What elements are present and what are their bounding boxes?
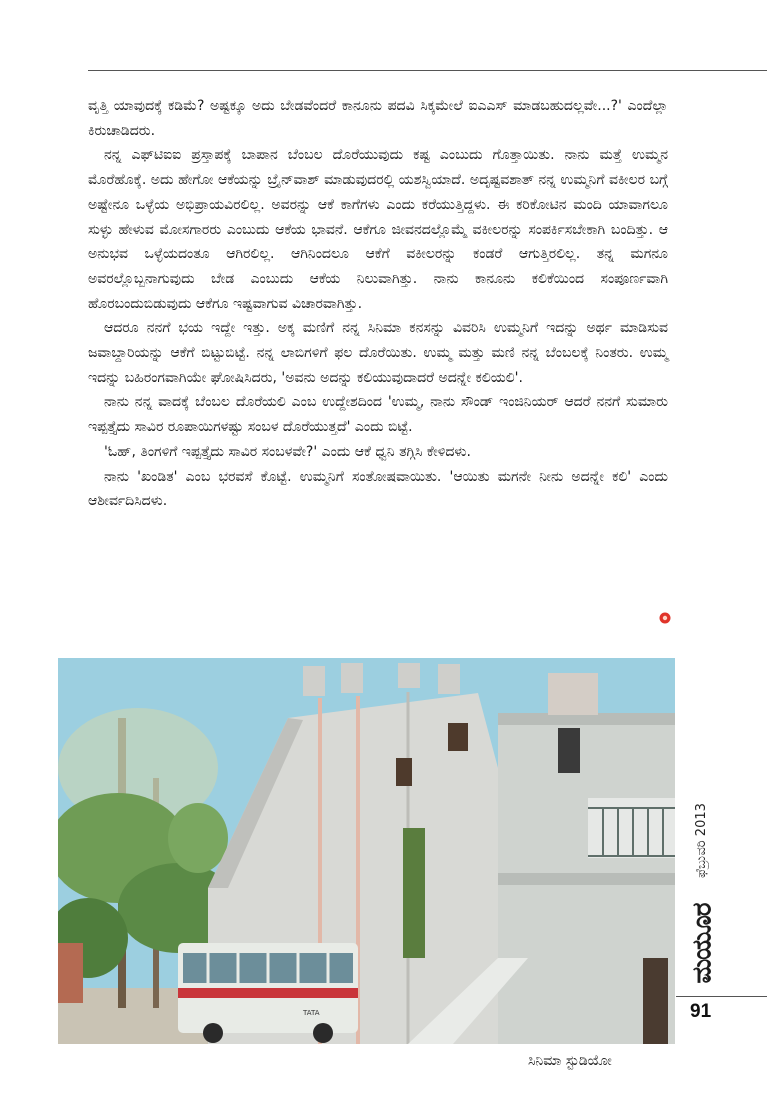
- article-paragraph: ನಾನು ನನ್ನ ವಾದಕ್ಕೆ ಬೆಂಬಲ ದೊರೆಯಲಿ ಎಂಬ ಉದ್ದೇಶದಿಂದ 'ಉಮ್ಮ, ನಾನು ಸೌಂಡ್ ಇಂಜಿನಿಯರ್ ಆದರೆ ನನಗೆ ಸುಮಾರು ಇಪ್ಪತ್ತೈದು ಸಾವಿರ ರೂಪಾಯಿಗಳಷ್ಟು ಸಂಬಳ ದೊರೆಯುತ್ತದೆ' ಎಂದು ಬಿಟ್ಟೆ.: [88, 394, 668, 436]
- article-paragraph: 'ಓಹ್, ತಿಂಗಳಿಗೆ ಇಪ್ಪತ್ತೈದು ಸಾವಿರ ಸಂಬಳವೇ?' ಎಂದು ಆಕೆ ಧ್ವನಿ ತಗ್ಗಿಸಿ ಕೇಳಿದಳು.: [104, 443, 471, 460]
- bus-plate-text: TATA: [303, 1009, 320, 1017]
- magazine-logo-text: ಮಯೂರ: [687, 903, 718, 983]
- studio-photo: [58, 658, 675, 1044]
- article-paragraph: ನಾನು 'ಖಂಡಿತ' ಎಂಬ ಭರವಸೆ ಕೊಟ್ಟೆ. ಉಮ್ಮನಿಗೆ ಸಂತೋಷವಾಯಿತು. 'ಆಯಿತು ಮಗನೇ ನೀನು ಅದನ್ನೇ ಕಲಿ' ಎಂದು ಆಶೀರ್ವದಿಸಿದಳು.: [88, 468, 668, 510]
- end-of-article-flower-icon: [659, 609, 671, 621]
- page-number: 91: [690, 1001, 712, 1022]
- magazine-logo: [686, 900, 720, 986]
- article-paragraph: ವೃತ್ತಿ ಯಾವುದಕ್ಕೆ ಕಡಿಮೆ? ಅಷ್ಟಕ್ಕೂ ಅದು ಬೇಡವೆಂದರೆ ಕಾನೂನು ಪದವಿ ಸಿಕ್ಕಮೇಲೆ ಐಎಎಸ್ ಮಾಡಬಹುದಲ್ಲವೇ...?' ಎಂದೆಲ್ಲಾ ಕಿರುಚಾಡಿದರು.: [88, 98, 668, 139]
- article-paragraph: ನನ್ನ ಎಫ್‌ಟಿಐಐ ಪ್ರಸ್ತಾಪಕ್ಕೆ ಬಾಪಾನ ಬೆಂಬಲ ದೊರೆಯುವುದು ಕಷ್ಟ ಎಂಬುದು ಗೊತ್ತಾಯಿತು. ನಾನು ಮತ್ತೆ ಉಮ್ಮನ ಮೊರೆಹೊಕ್ಕೆ. ಅದು ಹೇಗೋ ಆಕೆಯನ್ನು ಬ್ರೈನ್‌ವಾಶ್ ಮಾಡುವುದರಲ್ಲಿ ಯಶಸ್ವಿಯಾದೆ. ಅದೃಷ್ಟವಶಾತ್ ನನ್ನ ಉಮ್ಮನಿಗೆ ವಕೀಲರ ಬಗ್ಗೆ ಅಷ್ಟೇನೂ ಒಳ್ಳೆಯ ಅಭಿಪ್ರಾಯವಿರಲಿಲ್ಲ. ಅವರನ್ನು ಆಕೆ ಕಾಗೆಗಳು ಎಂದು ಕರೆಯುತ್ತಿದ್ದಳು. ಈ ಕರಿಕೋಟಿನ ಮಂದಿ ಯಾವಾಗಲೂ ಸುಳ್ಳು ಹೇಳುವ ಮೋಸಗಾರರು ಎಂಬುದು ಆಕೆಯ ಭಾವನೆ. ಆಕೆಗೂ ಜೀವನದಲ್ಲೊಮ್ಮೆ ವಕೀಲರನ್ನು ಸಂಪರ್ಕಿಸಬೇಕಾಗಿ ಬಂದಿತ್ತು. ಆ ಅನುಭವ ಒಳ್ಳೆಯದಂತೂ ಆಗಿರಲಿಲ್ಲ. ಆಗಿನಿಂದಲೂ ಆಕೆಗೆ ವಕೀಲರನ್ನು ಕಂಡರೆ ಆಗುತ್ತಿರಲಿಲ್ಲ. ತನ್ನ ಮಗನೂ ಅವರಲ್ಲೊಬ್ಬನಾಗುವುದು ಬೇಡ ಎಂಬುದು ಆಕೆಯ ನಿಲುವಾಗಿತ್ತು. ನಾನು ಕಾನೂನು ಕಲಿಕೆಯಿಂದ ಸಂಪೂರ್ಣವಾಗಿ ಹೊರಬಂದುಬಿಡುವುದು ಆಕೆಗೂ ಇಷ್ಟವಾಗುವ ವಿಚಾರವಾಗಿತ್ತು.: [88, 147, 668, 312]
- issue-date-text: ಫೆಬ್ರುವರಿ 2013: [693, 802, 709, 878]
- article-body: [88, 94, 668, 514]
- article-paragraph: ಆದರೂ ನನಗೆ ಭಯ ಇದ್ದೇ ಇತ್ತು. ಅಕ್ಕ ಮಣಿಗೆ ನನ್ನ ಸಿನಿಮಾ ಕನಸನ್ನು ವಿವರಿಸಿ ಉಮ್ಮನಿಗೆ ಇದನ್ನು ಅರ್ಥ ಮಾಡಿಸುವ ಜವಾಬ್ದಾರಿಯನ್ನು ಆಕೆಗೆ ಬಿಟ್ಟುಬಿಟ್ಟೆ. ನನ್ನ ಲಾಬಿಗಳಿಗೆ ಫಲ ದೊರೆಯಿತು. ಉಮ್ಮ ಮತ್ತು ಮಣಿ ನನ್ನ ಬೆಂಬಲಕ್ಕೆ ನಿಂತರು. ಉಮ್ಮ ಇದನ್ನು ಬಹಿರಂಗವಾಗಿಯೇ ಘೋಷಿಸಿದರು, 'ಅವನು ಅದನ್ನು ಕಲಿಯುವುದಾದರೆ ಅದನ್ನೇ ಕಲಿಯಲಿ'.: [88, 320, 668, 386]
- photo-caption: ಸಿನಿಮಾ ಸ್ಟುಡಿಯೋ: [528, 1053, 612, 1069]
- header-rule: [88, 70, 767, 71]
- issue-date: [683, 785, 719, 895]
- bus: [178, 943, 358, 1043]
- folio-rule: [676, 996, 767, 997]
